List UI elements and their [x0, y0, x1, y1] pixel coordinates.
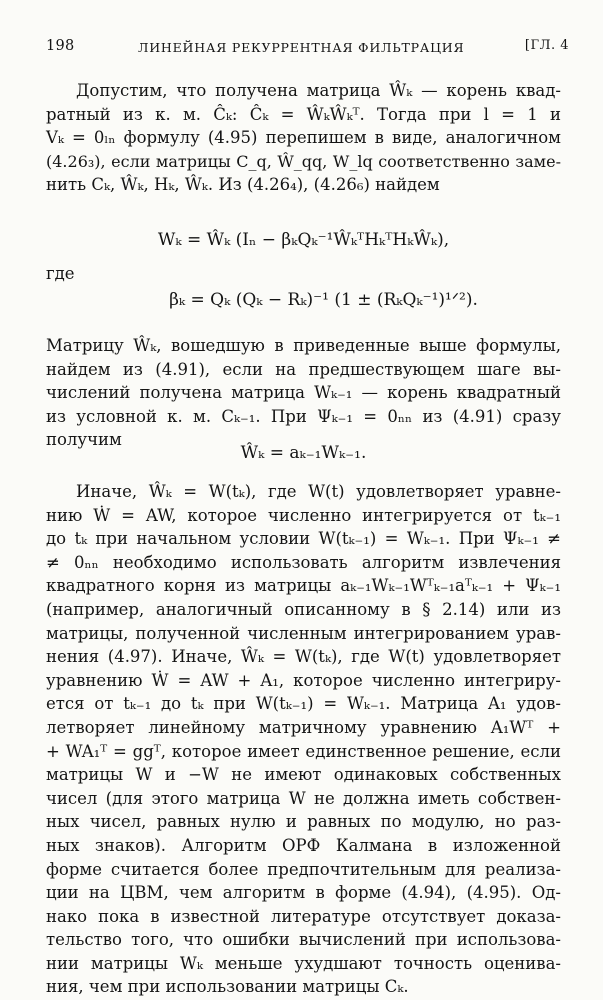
- paragraph-3: [46, 480, 561, 999]
- text-line: ции на ЦВМ, чем алгоритм в форме (4.94), (4.95). Од-: [46, 883, 561, 903]
- text-line: матрицы, полученной численным интегрированием урав-: [46, 623, 561, 643]
- text-line: нако пока в известной литературе отсутствует доказа-: [46, 906, 561, 926]
- text-line: ных чисел, равных нулю и равных по модулю, но раз-: [46, 812, 561, 832]
- text-line: нить Cₖ, Ŵₖ, Hₖ, Ŵₖ. Из (4.26₄), (4.26₆) найдем: [46, 175, 440, 195]
- text-line: форме считается более предпочтительным для реализа-: [46, 859, 561, 879]
- text-line: уравнению Ẇ = AW + A₁, которое численно интегриру-: [46, 670, 561, 690]
- text-line: матрицы W и −W не имеют одинаковых собственных: [46, 765, 561, 785]
- text-line: (например, аналогичный описанному в § 2.14) или из: [46, 599, 561, 619]
- page-number: 198: [46, 38, 75, 54]
- running-title: ЛИНЕЙНАЯ РЕКУРРЕНТНАЯ ФИЛЬТРАЦИЯ: [138, 40, 465, 55]
- text-line: тельство того, что ошибки вычислений при использова-: [46, 930, 561, 950]
- text-line: ≠ 0ₙₙ необходимо использовать алгоритм извлечения: [46, 552, 561, 572]
- where-word: где: [46, 264, 75, 283]
- page-header: [46, 38, 569, 60]
- text-line: ратный из к. м. Ĉₖ: Ĉₖ = ŴₖŴₖᵀ. Тогда при l = 1 и: [46, 104, 561, 124]
- text-line: нии матрицы Wₖ меньше ухудшают точность оценива-: [46, 953, 561, 973]
- text-line: (4.26₃), если матрицы C_q, Ŵ_qq, W_lq соответственно заме-: [46, 151, 561, 171]
- text-line: ных знаков). Алгоритм ОРФ Калмана в изложенной: [46, 835, 561, 855]
- equation-wk: Wₖ = Ŵₖ (Iₙ − βₖQₖ⁻¹ŴₖᵀHₖᵀHₖŴₖ),: [157, 230, 450, 250]
- text-line: Иначе, Ŵₖ = W(tₖ), где W(t) удовлетворяет уравне-: [76, 482, 561, 501]
- text-line: Допустим, что получена матрица Ŵₖ — корень квад-: [76, 81, 561, 100]
- chapter-label: [ГЛ. 4: [524, 38, 569, 53]
- equation-beta: βₖ = Qₖ (Qₖ − Rₖ)⁻¹ (1 ± (RₖQₖ⁻¹)¹ᐟ²).: [169, 290, 478, 310]
- text-line: нения (4.97). Иначе, Ŵₖ = W(tₖ), где W(t) удовлетворяет: [46, 647, 561, 667]
- text-line: ния, чем при использовании матрицы Cₖ.: [46, 977, 409, 997]
- text-line: получим: [46, 430, 122, 450]
- text-line: квадратного корня из матрицы aₖ₋₁Wₖ₋₁Wᵀₖ₋₁aᵀₖ₋₁ + Ψₖ₋₁: [46, 576, 561, 596]
- text-line: летворяет линейному матричному уравнению A₁Wᵀ +: [46, 717, 561, 737]
- text-line: Vₖ = 0ₗₙ формулу (4.95) перепишем в виде, аналогичном: [46, 128, 561, 148]
- text-line: найдем из (4.91), если на предшествующем шаге вы-: [46, 359, 561, 379]
- paragraph-2: [46, 334, 561, 452]
- text-line: ется от tₖ₋₁ до tₖ при W(tₖ₋₁) = Wₖ₋₁. Матрица A₁ удов-: [46, 694, 561, 714]
- text-line: из условной к. м. Cₖ₋₁. При Ψₖ₋₁ = 0ₙₙ из (4.91) сразу: [46, 406, 561, 426]
- equation-what: Ŵₖ = aₖ₋₁Wₖ₋₁.: [240, 443, 367, 463]
- text-line: нию Ẇ = AW, которое численно интегрируется от tₖ₋₁: [46, 505, 561, 525]
- text-line: до tₖ при начальном условии W(tₖ₋₁) = Wₖ₋₁. При Ψₖ₋₁ ≠: [46, 529, 561, 549]
- text-line: Матрицу Ŵₖ, вошедшую в приведенные выше формулы,: [46, 336, 561, 355]
- text-line: + WA₁ᵀ = ggᵀ, которое имеет единственное решение, если: [46, 741, 561, 761]
- text-line: числений получена матрица Wₖ₋₁ — корень квадратный: [46, 383, 561, 403]
- text-line: чисел (для этого матрица W не должна иметь собствен-: [46, 788, 561, 808]
- paragraph-1: [46, 79, 561, 197]
